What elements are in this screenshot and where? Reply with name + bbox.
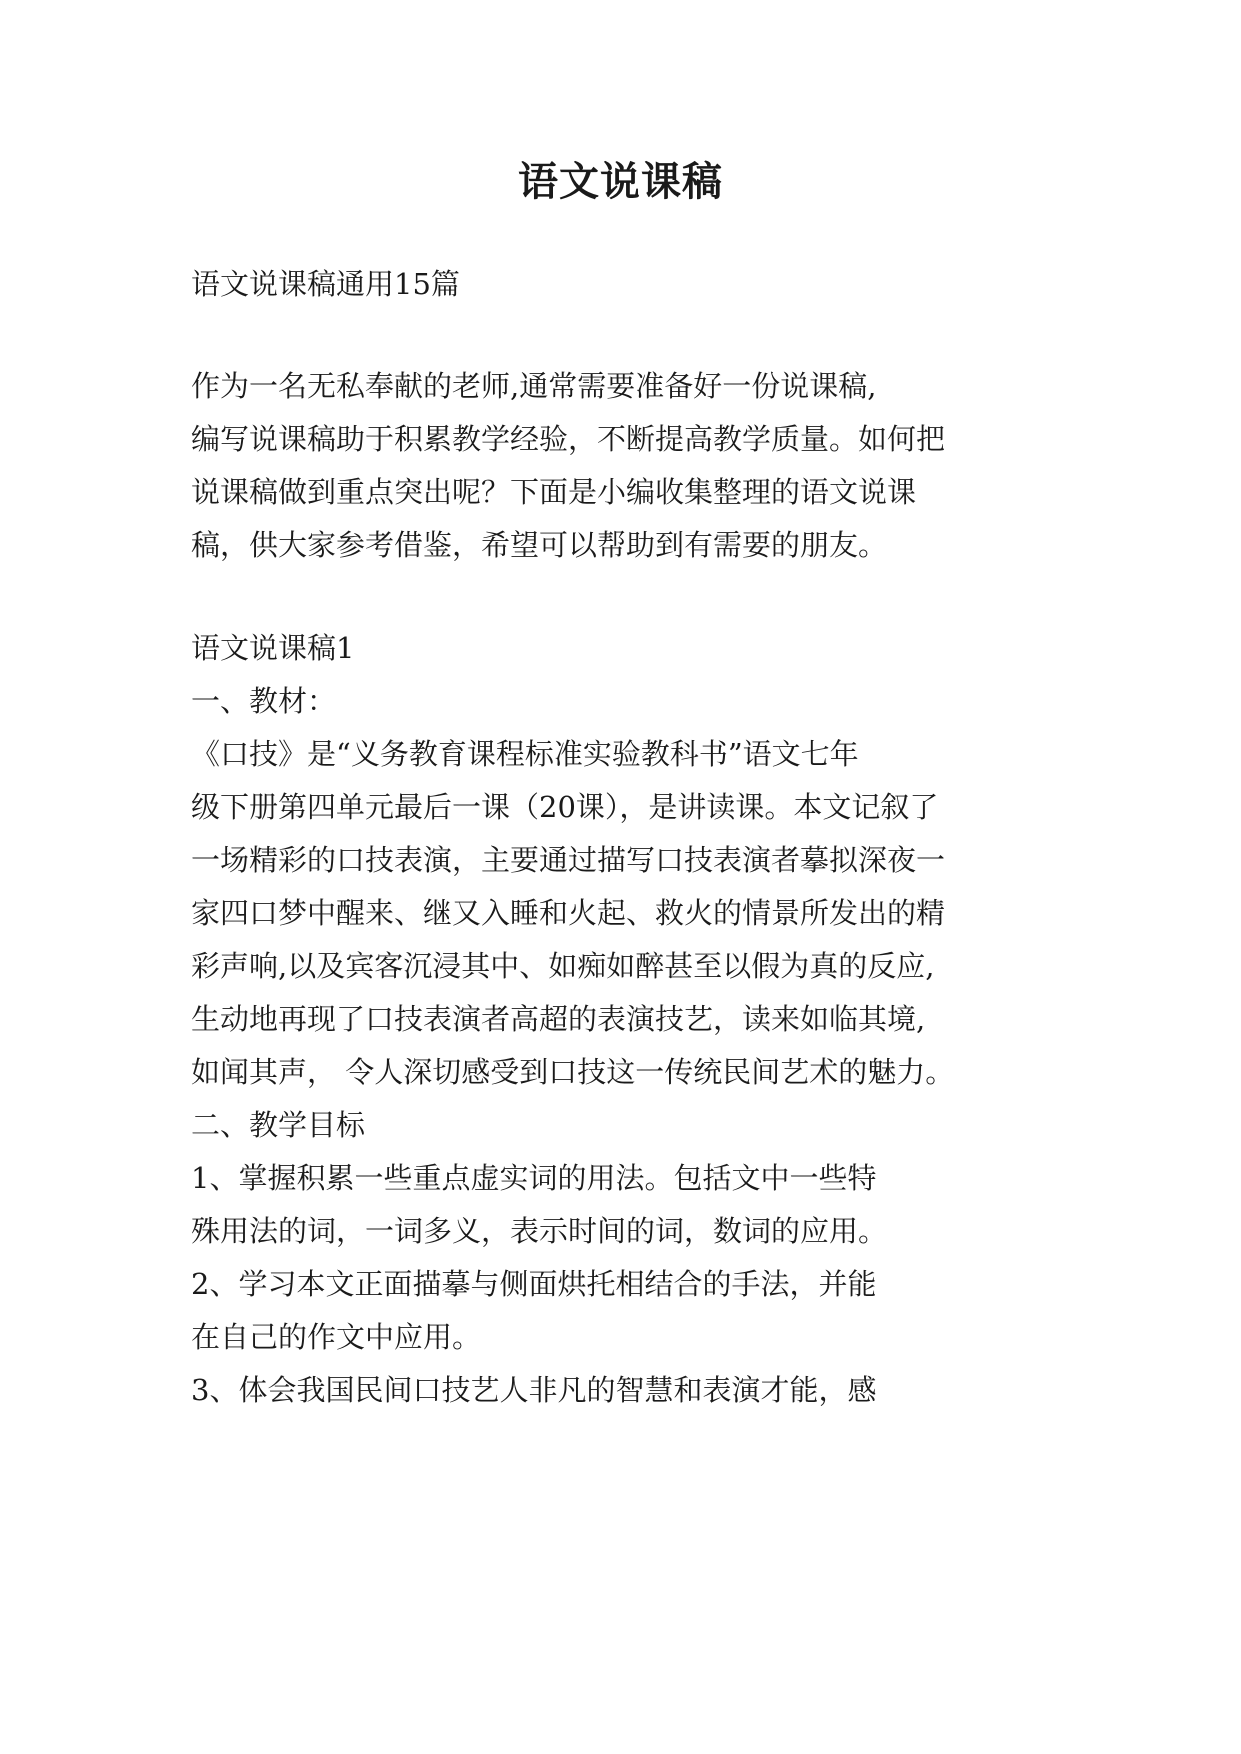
intro-line: 作为一名无私奉献的老师,通常需要准备好一份说课稿, bbox=[191, 369, 877, 403]
body-line: 级下册第四单元最后一课（20课），是讲读课。本文记叙了 bbox=[191, 790, 939, 824]
body-line: 如闻其声， 令人深切感受到口技这一传统民间艺术的魅力。 bbox=[191, 1055, 955, 1089]
body-line: 彩声响,以及宾客沉浸其中、如痴如醉甚至以假为真的反应, bbox=[191, 949, 935, 983]
part-heading: 一、教材： bbox=[191, 684, 337, 718]
body-line: 《口技》是“义务教育课程标准实验教科书”语文七年 bbox=[191, 737, 859, 771]
body-line: 一场精彩的口技表演，主要通过描写口技表演者摹拟深夜一 bbox=[191, 843, 946, 877]
document-subtitle: 语文说课稿通用15篇 bbox=[191, 267, 460, 301]
goal-line: 2、学习本文正面描摹与侧面烘托相结合的手法，并能 bbox=[191, 1267, 877, 1301]
document-title: 语文说课稿 bbox=[518, 158, 723, 205]
intro-line: 编写说课稿助于积累教学经验，不断提高教学质量。如何把 bbox=[191, 422, 946, 456]
intro-line: 说课稿做到重点突出呢？下面是小编收集整理的语文说课 bbox=[191, 475, 917, 509]
body-line: 家四口梦中醒来、继又入睡和火起、救火的情景所发出的精 bbox=[191, 896, 946, 930]
goal-line: 在自己的作文中应用。 bbox=[191, 1320, 482, 1354]
section-heading: 语文说课稿1 bbox=[191, 631, 355, 665]
goal-line: 3、体会我国民间口技艺人非凡的智慧和表演才能，感 bbox=[191, 1373, 877, 1407]
goal-line: 1、掌握积累一些重点虚实词的用法。包括文中一些特 bbox=[191, 1161, 877, 1195]
intro-line: 稿，供大家参考借鉴，希望可以帮助到有需要的朋友。 bbox=[191, 528, 888, 562]
part-heading: 二、教学目标 bbox=[191, 1108, 366, 1142]
body-line: 生动地再现了口技表演者高超的表演技艺，读来如临其境, bbox=[191, 1002, 926, 1036]
goal-line: 殊用法的词，一词多义，表示时间的词，数词的应用。 bbox=[191, 1214, 888, 1248]
